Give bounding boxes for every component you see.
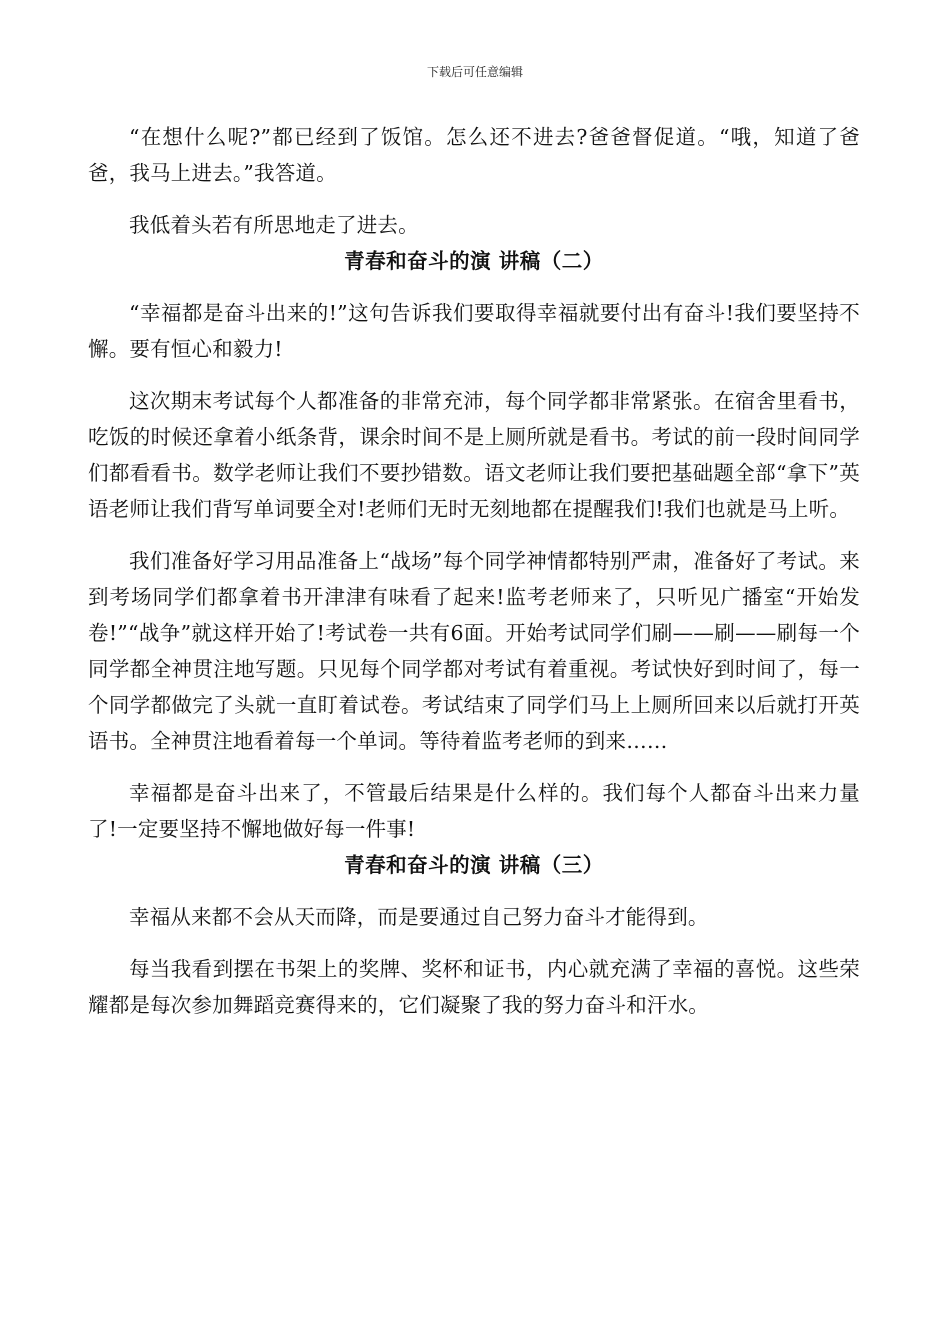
paragraph-4: 这次期末考试每个人都准备的非常充沛，每个同学都非常紧张。在宿舍里看书，吃饭的时候还拿着小纸条背，课余时间不是上厕所就是看书。考试的前一段时间同学们都看看书。数学老师让我们不要抄错数。语文老师让我们要把基础题全部“拿下”英语老师让我们背写单词要全对!老师们无时无刻地都在提醒我们!我们也就是马上听。: [88, 389, 860, 521]
section-heading-3: 青春和奋斗的演 讲稿（三）: [344, 853, 604, 877]
paragraph-3: “幸福都是奋斗出来的!”这句告诉我们要取得幸福就要付出有奋斗!我们要坚持不懈。要有恒心和毅力!: [88, 301, 860, 361]
paragraph-8: 每当我看到摆在书架上的奖牌、奖杯和证书，内心就充满了幸福的喜悦。这些荣耀都是每次参加舞蹈竞赛得来的，它们凝聚了我的努力奋斗和汗水。: [88, 957, 860, 1017]
page-header: 下载后可任意编辑: [426, 65, 523, 79]
paragraph-5: 我们准备好学习用品准备上“战场”每个同学神情都特别严肃，准备好了考试。来到考场同学们都拿着书开津津有味看了起来!监考老师来了，只听见广播室“开始发卷!”“战争”就这样开始了!考试卷一共有6面。开始考试同学们刷——刷——刷每一个同学都全神贯注地写题。只见每个同学都对考试有着重视。考试快好到时间了，每一个同学都做完了头就一直盯着试卷。考试结束了同学们马上上厕所回来以后就打开英语书。全神贯注地看着每一个单词。等待着监考老师的到来……: [88, 549, 860, 753]
section-heading-2: 青春和奋斗的演 讲稿（二）: [344, 249, 604, 273]
paragraph-1: “在想什么呢?”都已经到了饭馆。怎么还不进去?爸爸督促道。“哦，知道了爸爸，我马上进去。”我答道。: [88, 125, 860, 185]
paragraph-6: 幸福都是奋斗出来了，不管最后结果是什么样的。我们每个人都奋斗出来力量了!一定要坚持不懈地做好每一件事!: [88, 781, 860, 841]
document-body: [88, 119, 860, 1023]
paragraph-7: 幸福从来都不会从天而降，而是要通过自己努力奋斗才能得到。: [129, 905, 709, 929]
paragraph-2: 我低着头若有所思地走了进去。: [129, 213, 419, 237]
